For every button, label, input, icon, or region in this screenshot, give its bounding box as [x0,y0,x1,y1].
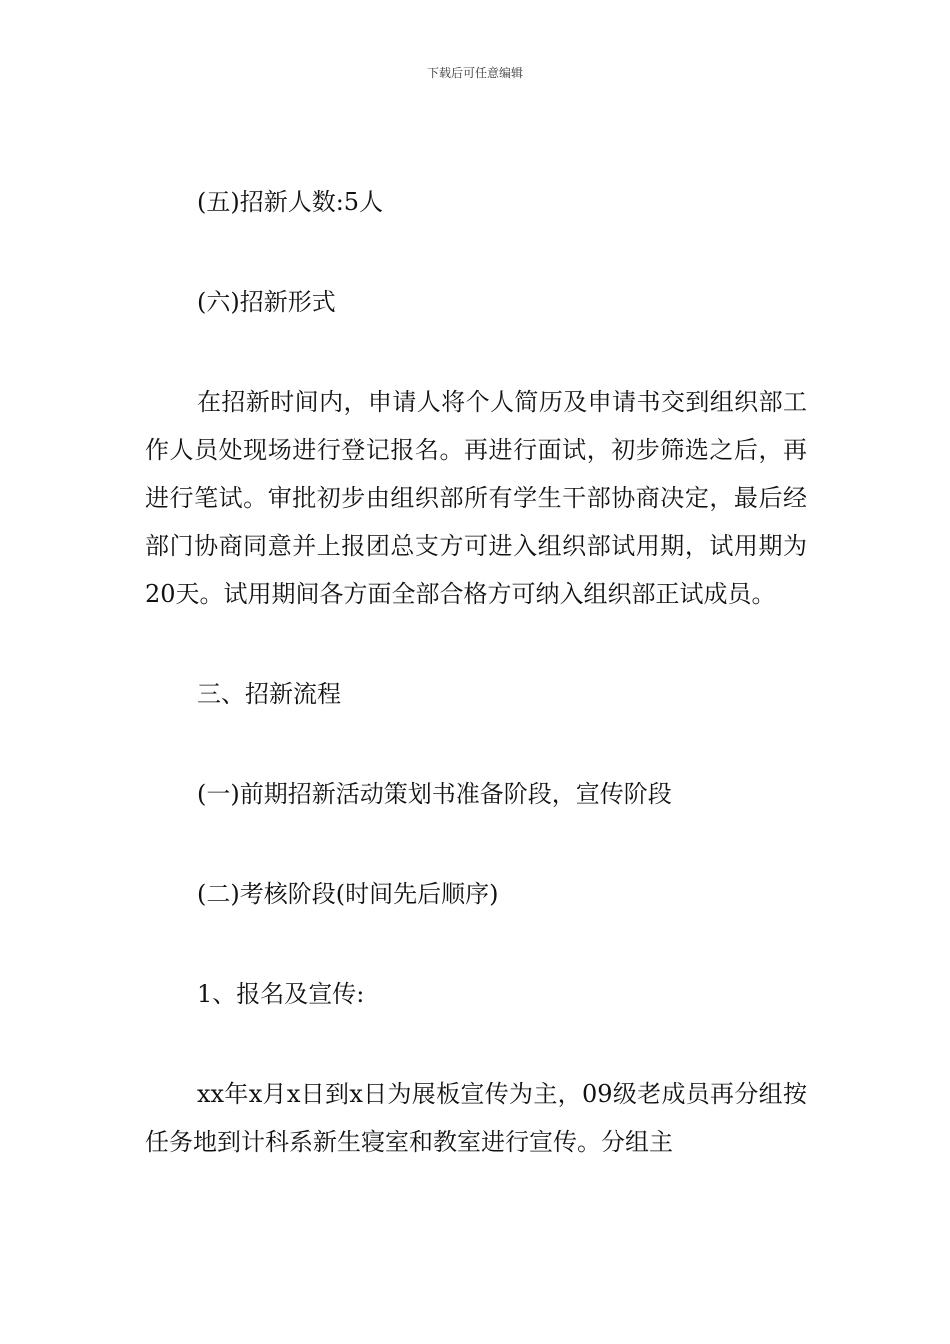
page-header: 下载后可任意编辑 [426,66,523,80]
paragraph-recruit-count: (五)招新人数:5人 [197,188,384,216]
paragraph-stage-two: (二)考核阶段(时间先后顺序) [197,880,499,908]
paragraph-stage-one: (一)前期招新活动策划书准备阶段，宣传阶段 [197,780,672,808]
document-body [145,178,807,1166]
section-heading-recruit-process: 三、招新流程 [197,680,341,708]
paragraph-recruit-form-heading: (六)招新形式 [197,288,336,316]
paragraph-recruit-form-body: 在招新时间内，申请人将个人简历及申请书交到组织部工作人员处现场进行登记报名。再进行面试，初步筛选之后，再进行笔试。审批初步由组织部所有学生干部协商决定，最后经部门协商同意并上报团总支方可进入组织部试用期，试用期为20天。试用期间各方面全部合格方可纳入组织部正试成员。 [145,388,807,608]
paragraph-signup-body: xx年x月x日到x日为展板宣传为主，09级老成员再分组按任务地到计科系新生寝室和教室进行宣传。分组主 [145,1080,807,1156]
paragraph-signup-heading: 1、报名及宣传: [197,980,365,1008]
